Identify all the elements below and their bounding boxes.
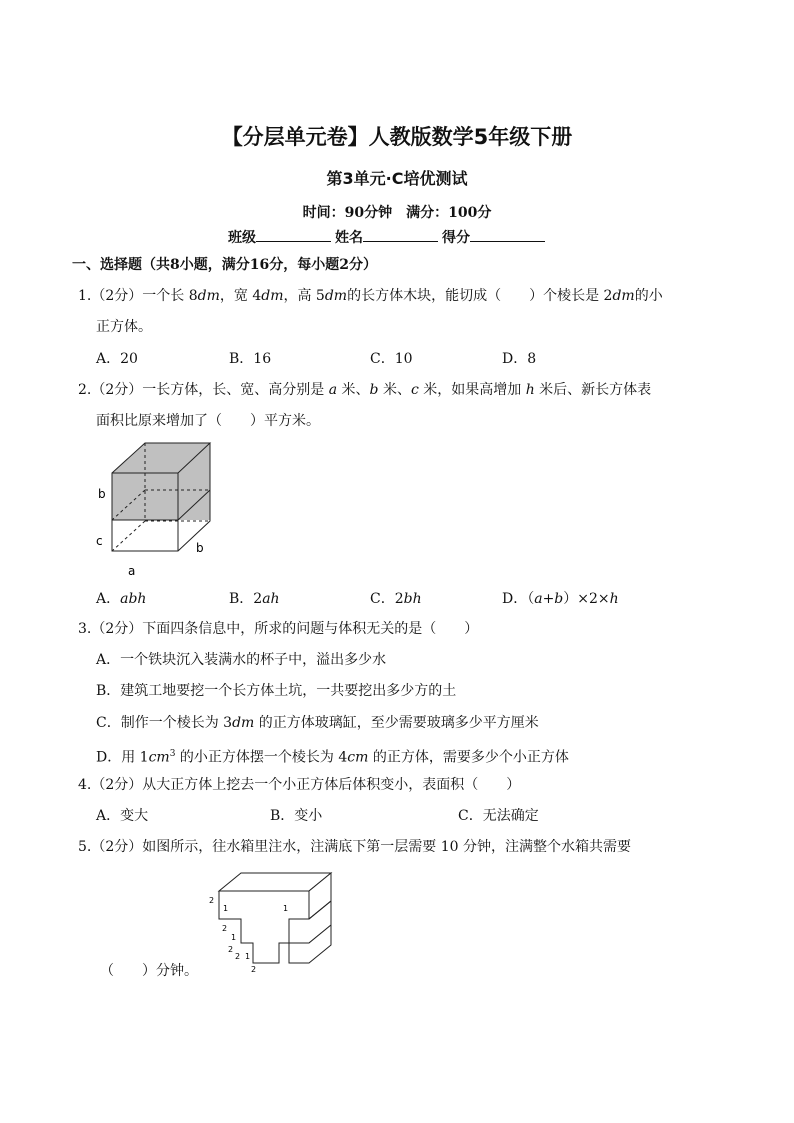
fig-label-b-left: b bbox=[98, 487, 106, 501]
q2-option-b[interactable]: B．2ah bbox=[229, 591, 280, 607]
q1-option-c[interactable]: C．10 bbox=[370, 351, 413, 367]
page-title: 【分层单元卷】人教版数学5年级下册 bbox=[221, 125, 573, 149]
page-subtitle: 第3单元·C培优测试 bbox=[326, 169, 468, 188]
score-label: 得分 bbox=[442, 230, 470, 246]
section-heading: 一、选择题（共8小题，满分16分，每小题2分） bbox=[72, 257, 377, 273]
q5-label: 2 bbox=[228, 945, 234, 954]
q2-cuboid-figure bbox=[90, 438, 225, 583]
q1-line2: 正方体。 bbox=[96, 319, 152, 335]
q5-answer-line: （ ）分钟。 bbox=[100, 963, 198, 979]
q5-label: 1 bbox=[245, 952, 251, 961]
score-blank[interactable] bbox=[470, 227, 545, 242]
q5-line1: 5.（2分）如图所示，往水箱里注水，注满底下第一层需要 10 分钟，注满整个水箱共需要 bbox=[78, 839, 631, 855]
q5-label: 1 bbox=[283, 904, 289, 913]
q4-option-c[interactable]: C．无法确定 bbox=[458, 808, 539, 824]
q5-label: 2 bbox=[209, 896, 215, 905]
name-label: 姓名 bbox=[335, 230, 363, 246]
q3-option-c[interactable]: C．制作一个棱长为 3dm 的正方体玻璃缸，至少需要玻璃多少平方厘米 bbox=[96, 715, 539, 731]
q3-option-a[interactable]: A．一个铁块沉入装满水的杯子中，溢出多少水 bbox=[96, 652, 387, 668]
q2-option-c[interactable]: C．2bh bbox=[370, 591, 422, 607]
class-label: 班级 bbox=[228, 230, 256, 246]
q2-line1: 2.（2分）一长方体，长、宽、高分别是 a 米、b 米、c 米，如果高增加 h 米后、新长方体表 bbox=[78, 382, 652, 398]
q3-option-d[interactable]: D．用 $1cm^3$ 的小正方体摆一个棱长为 4cm 的正方体，需要多少个小正方体 bbox=[96, 749, 569, 766]
name-blank[interactable] bbox=[363, 227, 438, 242]
q5-label: 1 bbox=[223, 904, 229, 913]
student-info-blanks bbox=[228, 227, 549, 247]
q3-line1: 3.（2分）下面四条信息中，所求的问题与体积无关的是（ ） bbox=[78, 621, 479, 637]
class-blank[interactable] bbox=[256, 227, 331, 242]
q3-option-b[interactable]: B．建筑工地要挖一个长方体土坑，一共要挖出多少方的土 bbox=[96, 683, 457, 699]
exam-info: 时间：90分钟 满分：100分 bbox=[302, 205, 492, 221]
q1-option-b[interactable]: B．16 bbox=[229, 351, 272, 367]
q4-option-a[interactable]: A．变大 bbox=[96, 808, 149, 824]
q2-option-d[interactable]: D．（a+b）×2×h bbox=[502, 591, 619, 607]
q1-option-a[interactable]: A．20 bbox=[96, 351, 138, 367]
q2-option-a[interactable]: A．abh bbox=[96, 591, 147, 607]
q5-label: 2 bbox=[251, 965, 257, 974]
q4-option-b[interactable]: B．变小 bbox=[270, 808, 323, 824]
q1-option-d[interactable]: D．8 bbox=[502, 351, 537, 367]
q5-tank-figure bbox=[205, 865, 335, 977]
q5-label: 2 bbox=[222, 924, 228, 933]
fig-label-c-left: c bbox=[96, 534, 103, 548]
q5-label: 2 bbox=[235, 952, 241, 961]
q5-label: 1 bbox=[231, 933, 237, 942]
fig-label-b-right: b bbox=[196, 541, 204, 555]
q4-line1: 4.（2分）从大正方体上挖去一个小正方体后体积变小，表面积（ ） bbox=[78, 777, 521, 793]
fig-label-a-bottom: a bbox=[128, 564, 136, 578]
q1-line1: 1.（2分）一个长 8dm，宽 4dm，高 5dm的长方体木块，能切成（ ）个棱长是 2dm的小 bbox=[78, 288, 663, 304]
q2-line2: 面积比原来增加了（ ）平方米。 bbox=[96, 413, 320, 429]
